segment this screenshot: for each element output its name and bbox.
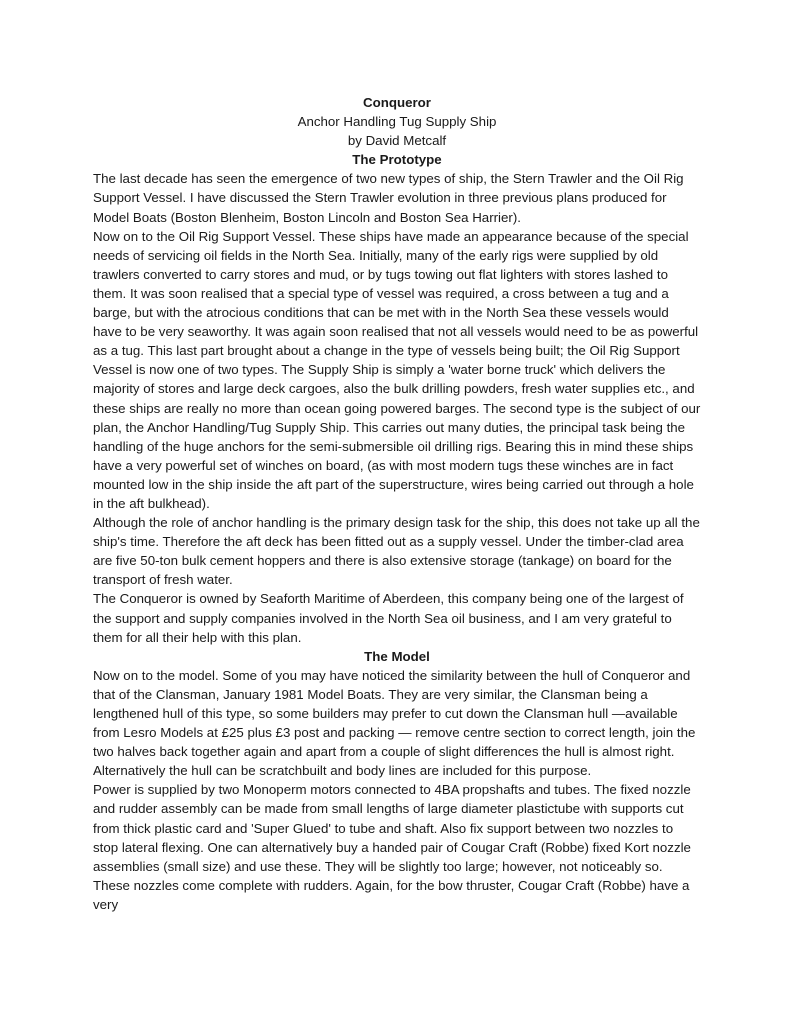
article-title: Conqueror [363, 95, 431, 110]
paragraph: Power is supplied by two Monoperm motors connected to 4BA propshafts and tubes. The fixed nozzle and rudder assembly can be made from small lengths of large diameter plastictube with supports cut from thick plastic card and 'Super Glued' to tube and shaft. Also fix support between two nozzles to stop lateral flexing. One can alternatively buy a handed pair of Cougar Craft (Robbe) fixed Kort nozzle assemblies (small size) and use these. They will be slightly too large; however, not noticeably so. These nozzles come complete with rudders. Again, for the bow thruster, Cougar Craft (Robbe) have a very [93, 782, 691, 912]
paragraph: Now on to the Oil Rig Support Vessel. These ships have made an appearance because of the special needs of servicing oil fields in the North Sea. Initially, many of the early rigs were supplied by old trawlers converted to carry stores and mud, or by tugs towing out flat lighters with stores lashed to them. It was soon realised that a special type of vessel was required, a cross between a tug and a barge, but with the atrocious conditions that can be met with in the North Sea these vessels would have to be very seaworthy. It was again soon realised that not all vessels would need to be as powerful as a tug. This last part brought about a change in the type of vessels being built; the Oil Rig Support Vessel is now one of two types. The Supply Ship is simply a 'water borne truck' which delivers the majority of stores and large deck cargoes, also the bulk drilling powders, fresh water supplies etc., and these ships are really no more than ocean going powered barges. The second type is the subject of our plan, the Anchor Handling/Tug Supply Ship. This carries out many duties, the principal task being the handling of the huge anchors for the semi-submersible oil drilling rigs. Bearing this in mind these ships have a very powerful set of winches on board, (as with most modern tugs these winches are in fact mounted low in the ship inside the aft part of the superstructure, wires being carried out through a hole in the aft bulkhead). [93, 228, 701, 511]
paragraph: Although the role of anchor handling is the primary design task for the ship, this does not take up all the ship's time. Therefore the aft deck has been fitted out as a supply vessel. Under the timber-clad area are five 50-ton bulk cement hoppers and there is also extensive storage (tankage) on board for the transport of fresh water. [93, 515, 700, 588]
section-heading-model: The Model [364, 648, 430, 664]
paragraph: The last decade has seen the emergence of two new types of ship, the Stern Trawler and the Oil Rig Support Vessel. I have discussed the Stern Trawler evolution in three previous plans produced for Model Boats (Boston Blenheim, Boston Lincoln and Boston Sea Harrier). [93, 171, 684, 225]
article-subtitle: Anchor Handling Tug Supply Ship [297, 114, 497, 130]
section-heading-prototype: The Prototype [352, 152, 442, 168]
paragraph: Now on to the model. Some of you may have noticed the similarity between the hull of Conqueror and that of the Clansman, January 1981 Model Boats. They are very similar, the Clansman being a lengthened hull of this type, so some builders may prefer to cut down the Clansman hull —available from Lesro Models at £25 plus £3 post and packing — remove centre section to correct length, join the two halves back together again and apart from a couple of slight differences the hull is almost right. Alternatively the hull can be scratchbuilt and body lines are included for this purpose. [93, 667, 696, 779]
article-byline: by David Metcalf [347, 133, 447, 149]
paragraph: The Conqueror is owned by Seaforth Maritime of Aberdeen, this company being one of the largest of the support and supply companies involved in the North Sea oil business, and I am very grateful to them for all their help with this plan. [93, 591, 684, 645]
article-body [93, 93, 701, 914]
